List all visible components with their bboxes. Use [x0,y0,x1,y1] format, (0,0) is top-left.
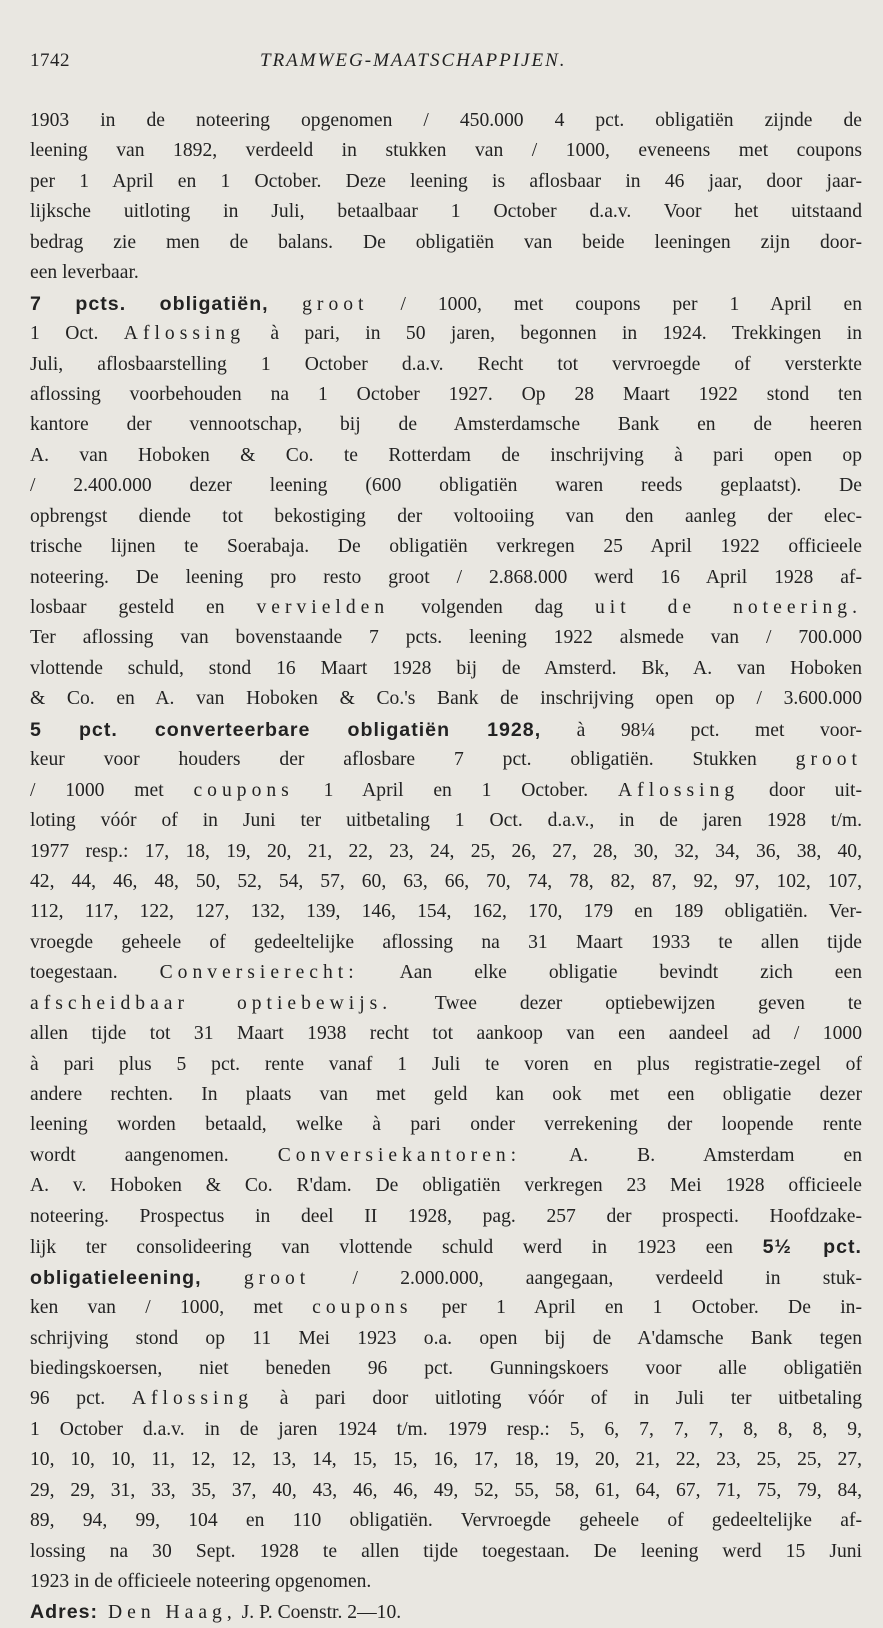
heading-obligatieleening: obligatieleening, [30,1266,202,1289]
heading-5half-pct: 5½ pct. [762,1236,862,1259]
text-run: Aflossing [618,779,740,801]
text-run: A. B. Amsterdam en [521,1144,862,1166]
text-line [30,837,862,867]
text-run: coupons [193,779,294,801]
text-line [30,806,862,836]
text-run: volgenden dag [389,597,595,618]
address-label: Adres: [30,1601,99,1624]
text-run: aflossing voorbehouden na 1 October 1927. Op 28 Maart 1922 stond ten [30,383,862,405]
text-line [30,1537,862,1567]
text-run: / 1000 met [30,779,194,801]
text-line [30,593,862,623]
text-run: Den Haag, [98,1602,237,1624]
text-line [30,623,862,653]
text-run: coupons [312,1297,413,1319]
text-line [30,167,862,197]
text-run: kantore der vennootschap, bij de Amsterdamsche Bank en de heeren [30,414,862,436]
text-run: vervielden [256,597,390,618]
heading-7pct: 7 pcts. obligatiën, [30,292,303,315]
text-run: ken van / 1000, met [30,1297,313,1319]
text-line [30,563,862,593]
text-run: à pari, in 50 jaren, begonnen in 1924. Trekkingen in [245,323,862,345]
text-run: 96 pct. [30,1388,132,1410]
text-run: afscheidbaar optiebewijs. [30,992,393,1014]
page-header [30,50,860,76]
text-run: per 1 April en 1 October. Deze leening is aflosbaar in 46 jaar, door jaar- [30,170,862,192]
text-run: Juli, aflosbaarstelling 1 October d.a.v. Recht tot vervroegde of versterkte [30,353,862,375]
text-line [30,1384,862,1414]
text-line [30,745,862,775]
text-line [30,1476,862,1506]
text-run: biedingskoersen, niet beneden 96 pct. Gunningskoers voor alle obligatiën [30,1357,862,1379]
text-line [30,136,862,166]
text-run: Aflossing [123,323,246,345]
text-line [30,1232,862,1262]
text-line [30,1263,862,1293]
text-run: Twee dezer optiebewijzen geven te [392,992,862,1014]
text-run: Conversiekantoren: [277,1144,522,1166]
address-line [30,1597,862,1627]
text-run: 10, 10, 10, 11, 12, 12, 13, 14, 15, 15, 16, 17, 18, 19, 20, 21, 22, 23, 25, 25, 27, [30,1449,862,1471]
text-line [30,1567,862,1597]
text-line [30,197,862,227]
text-run: 89, 94, 99, 104 en 110 obligatiën. Vervroegde geheele of gedeeltelijke af- [30,1510,862,1532]
text-run: noteering. Prospectus in deel II 1928, pag. 257 der prospecti. Hoofdzake- [30,1205,862,1227]
text-line [30,1354,862,1384]
text-line [30,989,862,1019]
text-line [30,471,862,501]
text-line [30,654,862,684]
text-run: 1903 in de noteering opgenomen / 450.000 4 pct. obligatiën zijnde de [30,110,862,131]
text-run: lijksche uitloting in Juli, betaalbaar 1 October d.a.v. Voor het uitstaand [30,201,862,223]
running-head: TRAMWEG-MAATSCHAPPIJEN. [260,50,567,71]
text-run: opbrengst diende tot bekostiging der voltooiing van den aanleg der elec- [30,505,862,527]
text-line [30,958,862,988]
text-line [30,684,862,714]
text-line [30,502,862,532]
text-run: 1977 resp.: 17, 18, 19, 20, 21, 22, 23, 24, 25, 26, 27, 28, 30, 32, 34, 36, 38, 40, [30,840,862,862]
text-run: allen tijde tot 31 Maart 1938 recht tot aankoop van een aandeel ad / 1000 [30,1023,862,1045]
text-line [30,1110,862,1140]
text-run: à pari door uitloting vóór of in Juli ter uitbetaling [253,1388,862,1410]
text-run: vroegde geheele of gedeeltelijke aflossing na 31 Maart 1933 te allen tijde [30,931,862,953]
text-run: trische lijnen te Soerabaja. De obligatiën verkregen 25 April 1922 officieele [30,536,862,558]
text-run: vlottende schuld, stond 16 Maart 1928 bij de Amsterd. Bk, A. van Hoboken [30,657,862,679]
text-run: groot [795,749,862,771]
text-line [30,928,862,958]
text-run: schrijving stond op 11 Mei 1923 o.a. open bij de A'damsche Bank tegen [30,1327,862,1349]
text-line [30,1050,862,1080]
text-line [30,1141,862,1171]
text-run: leening worden betaald, welke à pari onder verrekening der loopende rente [30,1114,862,1136]
text-run: loting vóór of in Juni ter uitbetaling 1 Oct. d.a.v., in de jaren 1928 t/m. [30,810,862,832]
text-line [30,1171,862,1201]
text-line [30,410,862,440]
text-run: per 1 April en 1 October. De in- [412,1297,862,1319]
text-run: keur voor houders der aflosbare 7 pct. obligatiën. Stukken [30,749,796,771]
text-run: toegestaan. [30,962,160,984]
text-line [30,1415,862,1445]
text-run: J. P. Coenstr. 2—10. [236,1602,402,1624]
page-number: 1742 [30,50,70,71]
text-line [30,1202,862,1232]
text-line [30,1019,862,1049]
text-run: / 1000, met coupons per 1 April en [368,293,862,315]
text-run: / 2.400.000 dezer leening (600 obligatiën waren reeds geplaatst). De [30,475,862,497]
text-run: Ter aflossing van bovenstaande 7 pcts. leening 1922 alsmede van / 700.000 [30,627,862,649]
text-run: 1 Oct. [30,323,124,345]
text-line [30,289,862,319]
text-run: uit de noteering. [594,597,862,618]
text-run: wordt aangenomen. [30,1144,278,1166]
text-line [30,776,862,806]
text-run: noteering. De leening pro resto groot / 2.868.000 werd 16 April 1928 af- [30,566,862,588]
text-run [202,1268,244,1289]
text-run: groot [243,1267,311,1289]
text-run: groot [302,293,369,315]
text-line [30,1506,862,1536]
text-run: à pari plus 5 pct. rente vanaf 1 Juli te voren en plus registratie-zegel of [30,1053,862,1075]
text-line [30,106,862,136]
text-run: lossing na 30 Sept. 1928 te allen tijde toegestaan. De leening werd 15 Juni [30,1540,862,1562]
text-run: 1923 in de officieele noteering opgenomen. [30,1571,372,1592]
text-line [30,867,862,897]
text-run: Aflossing [131,1388,254,1410]
text-run: een leverbaar. [30,262,139,284]
text-run: lijk ter consolideering van vlottende schuld werd in 1923 een [30,1237,763,1259]
text-line [30,228,862,258]
text-run: à 98¼ pct. met voor- [541,719,862,741]
text-run: 1 April en 1 October. [293,779,619,801]
text-run: 112, 117, 122, 127, 132, 139, 146, 154, 162, 170, 179 en 189 obligatiën. Ver- [30,901,862,923]
text-run: andere rechten. In plaats van met geld kan ook met een obligatie dezer [30,1084,862,1105]
text-run: & Co. en A. van Hoboken & Co.'s Bank de inschrijving open op / 3.600.000 [30,688,862,710]
text-line [30,532,862,562]
text-line [30,1445,862,1475]
text-line [30,441,862,471]
text-run: Conversierecht: [159,962,359,984]
text-run: 29, 29, 31, 33, 35, 37, 40, 43, 46, 46, 49, 52, 55, 58, 61, 64, 67, 71, 75, 79, 84, [30,1479,862,1501]
text-run: 42, 44, 46, 48, 50, 52, 54, 57, 60, 63, 66, 70, 74, 78, 82, 87, 92, 97, 102, 107, [30,870,862,892]
text-line [30,1293,862,1323]
text-run: A. v. Hoboken & Co. R'dam. De obligatiën verkregen 23 Mei 1928 officieele [30,1175,862,1197]
text-line [30,715,862,745]
text-run: door uit- [739,779,862,801]
text-line [30,319,862,349]
text-line [30,350,862,380]
text-run: bedrag zie men de balans. De obligatiën van beide leeningen zijn door- [30,231,862,253]
text-line [30,897,862,927]
text-line [30,1324,862,1354]
text-line [30,1080,862,1110]
text-line [30,380,862,410]
text-run: leening van 1892, verdeeld in stukken van / 1000, eveneens met coupons [30,140,862,162]
text-run: losbaar gesteld en [30,597,257,618]
text-run: / 2.000.000, aangegaan, verdeeld in stuk- [310,1267,862,1289]
body-text [30,106,862,1628]
text-run: A. van Hoboken & Co. te Rotterdam de inschrijving à pari open op [30,444,862,466]
text-run: Aan elke obligatie bevindt zich een [358,962,862,984]
heading-5pct: 5 pct. converteerbare obligatiën 1928, [30,718,542,741]
text-run: 1 October d.a.v. in de jaren 1924 t/m. 1979 resp.: 5, 6, 7, 7, 7, 8, 8, 8, 9, [30,1418,862,1440]
text-line [30,258,862,288]
